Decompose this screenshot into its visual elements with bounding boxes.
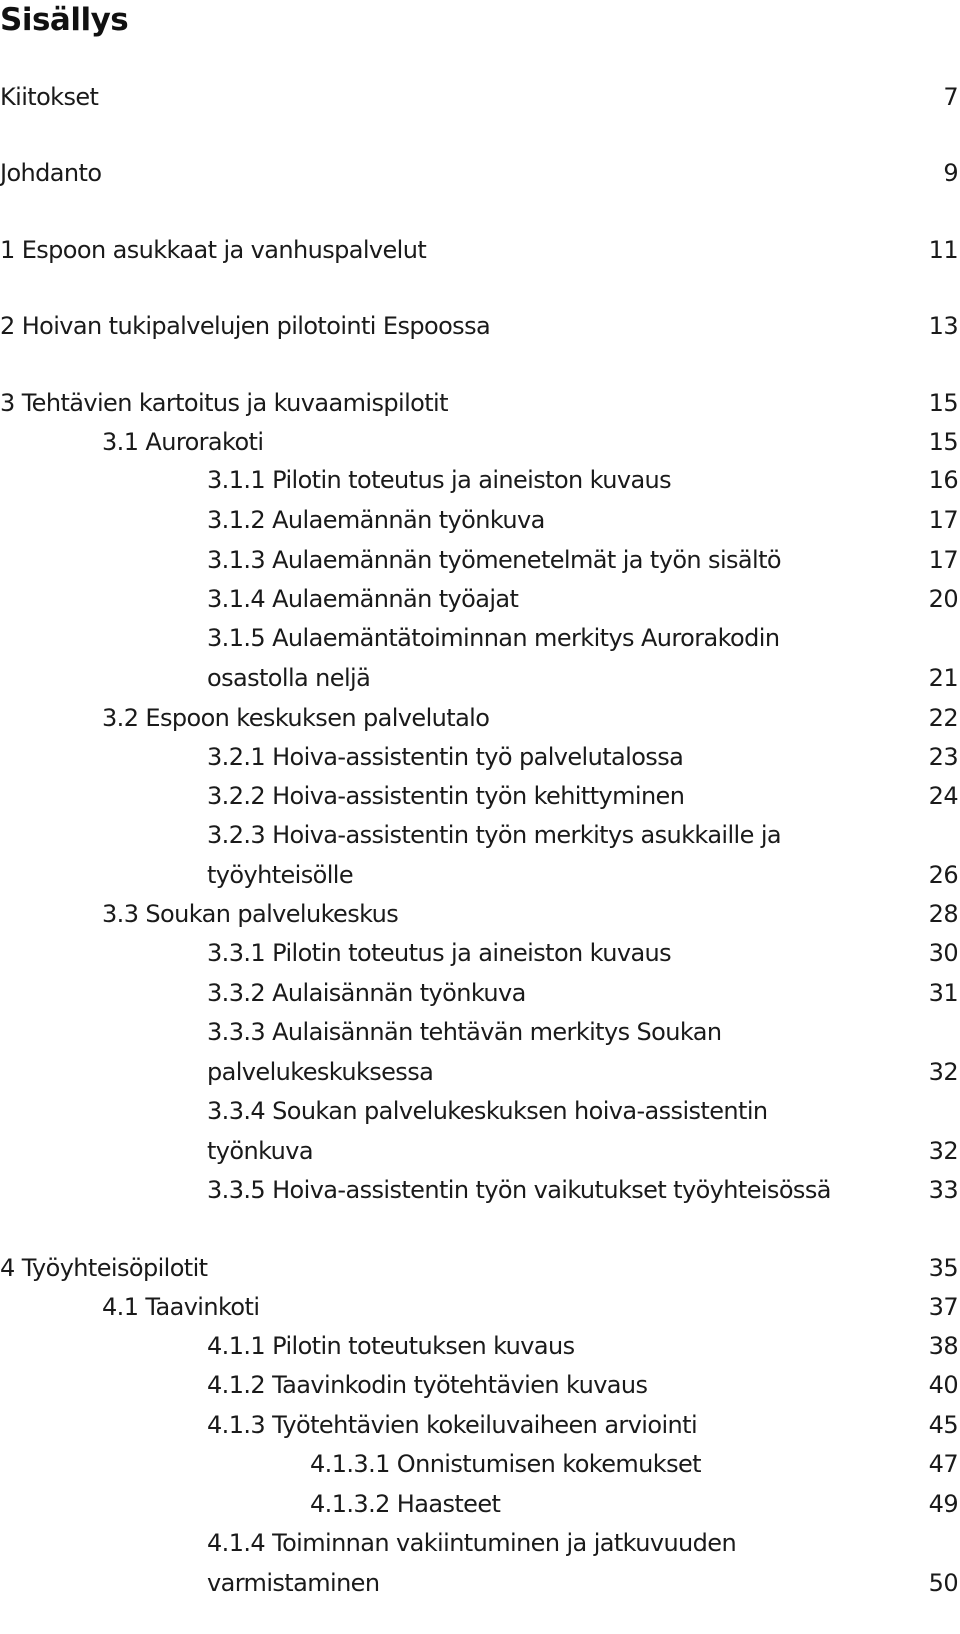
toc-entry-title: 4 Työyhteisöpilotit (0, 1254, 208, 1282)
toc-entry-title: 3.1.4 Aulaemännän työajat (207, 585, 519, 613)
toc-entry-page: 15 (928, 389, 958, 417)
toc-entry-page: 24 (928, 782, 958, 810)
toc-entry[interactable] (0, 1170, 958, 1210)
toc-entry[interactable] (0, 1405, 958, 1445)
toc-entry[interactable] (0, 579, 958, 619)
toc-entry-page: 28 (928, 900, 958, 928)
toc-entry-page: 17 (928, 546, 958, 574)
toc-entry-page: 31 (928, 979, 958, 1007)
toc-entry[interactable] (0, 540, 958, 580)
toc-entry-title: 3.1.5 Aulaemäntätoiminnan merkitys Aurorakodin osastolla neljä (207, 624, 780, 692)
toc-entry[interactable] (0, 422, 958, 462)
toc-entry-page: 16 (928, 466, 958, 494)
toc-entry[interactable] (0, 776, 958, 816)
toc-entry-page: 15 (928, 428, 958, 456)
toc-entry-title: Kiitokset (0, 83, 99, 111)
toc-entry-page: 47 (928, 1450, 958, 1478)
toc-entry[interactable] (0, 230, 958, 270)
toc-entry[interactable] (0, 1326, 958, 1366)
toc-entry-page: 22 (928, 704, 958, 732)
toc-entry[interactable] (0, 1365, 958, 1405)
toc-entry-page: 9 (943, 159, 958, 187)
toc-entry-page: 49 (928, 1490, 958, 1518)
toc-entry-page: 40 (928, 1371, 958, 1399)
toc-entry[interactable] (0, 815, 958, 895)
toc-entry-page: 26 (928, 861, 958, 889)
toc-entry-title: 3.2.1 Hoiva-assistentin työ palvelutalossa (207, 743, 684, 771)
toc-entry-page: 13 (928, 312, 958, 340)
toc-entry[interactable] (0, 1444, 958, 1484)
toc-entry-title: 4.1.2 Taavinkodin työtehtävien kuvaus (207, 1371, 648, 1399)
toc-entry-page: 35 (928, 1254, 958, 1282)
toc-entry-title: 3.3 Soukan palvelukeskus (102, 900, 399, 928)
toc-entry-page: 32 (928, 1058, 958, 1086)
toc-entry-page: 7 (943, 83, 958, 111)
toc-entry-page: 11 (928, 236, 958, 264)
toc-entry-title: 3.3.2 Aulaisännän työnkuva (207, 979, 526, 1007)
toc-entry-page: 21 (928, 664, 958, 692)
toc-entry-title: 3.3.5 Hoiva-assistentin työn vaikutukset työyhteisössä (207, 1176, 831, 1204)
page-title: Sisällys (0, 2, 129, 38)
toc-entry[interactable] (0, 698, 958, 738)
toc-entry-page: 30 (928, 939, 958, 967)
toc-entry-title: 3 Tehtävien kartoitus ja kuvaamispilotit (0, 389, 448, 417)
toc-entry-title: 4.1.1 Pilotin toteutuksen kuvaus (207, 1332, 575, 1360)
toc-entry-title: 2 Hoivan tukipalvelujen pilotointi Espoossa (0, 312, 491, 340)
toc-entry[interactable] (0, 306, 958, 346)
toc-entry[interactable] (0, 618, 958, 698)
toc-entry-title: 4.1.3 Työtehtävien kokeiluvaiheen arviointi (207, 1411, 698, 1439)
toc-entry[interactable] (0, 383, 958, 423)
toc-entry-title: 3.1.2 Aulaemännän työnkuva (207, 506, 545, 534)
toc-entry-title: Johdanto (0, 159, 102, 187)
toc-entry[interactable] (0, 77, 958, 117)
toc-entry-title: 3.2 Espoon keskuksen palvelutalo (102, 704, 490, 732)
toc-entry-page: 38 (928, 1332, 958, 1360)
toc-entry-page: 37 (928, 1293, 958, 1321)
toc-entry-page: 33 (928, 1176, 958, 1204)
toc-entry-title: 4.1 Taavinkoti (102, 1293, 260, 1321)
toc-entry[interactable] (0, 973, 958, 1013)
toc-entry-title: 3.1.1 Pilotin toteutus ja aineiston kuvaus (207, 466, 672, 494)
toc-entry-page: 23 (928, 743, 958, 771)
toc-entry[interactable] (0, 500, 958, 540)
toc-entry[interactable] (0, 1287, 958, 1327)
toc-entry[interactable] (0, 1484, 958, 1524)
toc-entry-title: 4.1.4 Toiminnan vakiintuminen ja jatkuvuuden varmistaminen (207, 1529, 737, 1597)
toc-entry[interactable] (0, 737, 958, 777)
toc-entry-page: 17 (928, 506, 958, 534)
toc-entry-title: 1 Espoon asukkaat ja vanhuspalvelut (0, 236, 427, 264)
toc-entry-title: 3.2.3 Hoiva-assistentin työn merkitys asukkaille ja työyhteisölle (207, 821, 781, 889)
toc-entry[interactable] (0, 153, 958, 193)
toc-entry-title: 3.1 Aurorakoti (102, 428, 264, 456)
toc-entry[interactable] (0, 933, 958, 973)
toc-entry-title: 4.1.3.2 Haasteet (310, 1490, 501, 1518)
toc-entry[interactable] (0, 1523, 958, 1603)
toc-entry-title: 3.3.4 Soukan palvelukeskuksen hoiva-assistentin työnkuva (207, 1097, 768, 1165)
toc-entry-page: 45 (928, 1411, 958, 1439)
toc-entry-page: 20 (928, 585, 958, 613)
toc-entry[interactable] (0, 1091, 958, 1171)
toc-entry-title: 3.2.2 Hoiva-assistentin työn kehittyminen (207, 782, 685, 810)
toc-entry-page: 32 (928, 1137, 958, 1165)
toc-entry[interactable] (0, 1012, 958, 1092)
toc-entry-title: 3.3.3 Aulaisännän tehtävän merkitys Soukan palvelukeskuksessa (207, 1018, 722, 1086)
toc-entry-title: 3.1.3 Aulaemännän työmenetelmät ja työn sisältö (207, 546, 781, 574)
toc-entry[interactable] (0, 894, 958, 934)
toc-entry[interactable] (0, 460, 958, 500)
toc-entry-title: 4.1.3.1 Onnistumisen kokemukset (310, 1450, 701, 1478)
toc-entry-page: 50 (928, 1569, 958, 1597)
toc-entry[interactable] (0, 1248, 958, 1288)
toc-entry-title: 3.3.1 Pilotin toteutus ja aineiston kuvaus (207, 939, 672, 967)
